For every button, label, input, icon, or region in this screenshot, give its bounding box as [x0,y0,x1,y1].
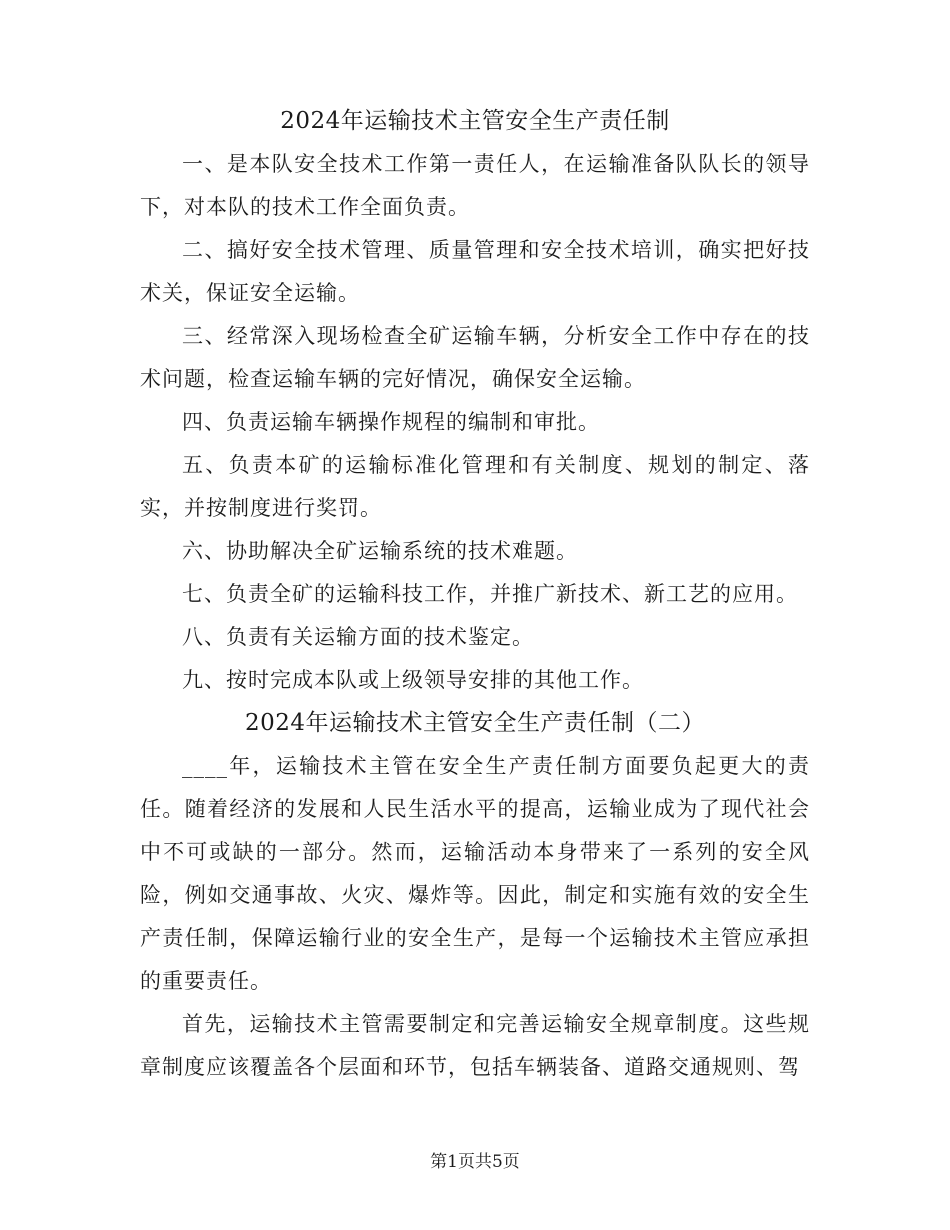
page-number-footer: 第1页共5页 [430,1152,520,1172]
document-body [140,100,810,1089]
responsibility-item-6: 六、协助解决全矿运输系统的技术难题。 [182,539,578,563]
responsibility-item-8: 八、负责有关运输方面的技术鉴定。 [182,625,534,649]
responsibility-item-4: 四、负责运输车辆操作规程的编制和审批。 [182,410,600,434]
document-title: 2024年运输技术主管安全生产责任制 [280,108,670,134]
responsibility-item-2: 二、搞好安全技术管理、质量管理和安全技术培训，确实把好技术关，保证安全运输。 [140,238,810,305]
section-two-paragraph-1: ____年，运输技术主管在安全生产责任制方面要负起更大的责任。随着经济的发展和人民生活水平的提高，运输业成为了现代社会中不可或缺的一部分。然而，运输活动本身带来了一系列的安全风险，例如交通事故、火灾、爆炸等。因此，制定和实施有效的安全生产责任制，保障运输行业的安全生产，是每一个运输技术主管应承担的重要责任。 [140,754,810,993]
responsibility-item-7: 七、负责全矿的运输科技工作，并推广新技术、新工艺的应用。 [182,582,798,606]
responsibility-item-5: 五、负责本矿的运输标准化管理和有关制度、规划的制定、落实，并按制度进行奖罚。 [140,453,810,520]
section-two-paragraph-2: 首先，运输技术主管需要制定和完善运输安全规章制度。这些规章制度应该覆盖各个层面和环节，包括车辆装备、道路交通规则、驾 [140,1012,810,1079]
responsibility-item-1: 一、是本队安全技术工作第一责任人，在运输准备队队长的领导下，对本队的技术工作全面负责。 [140,152,810,219]
responsibility-item-9: 九、按时完成本队或上级领导安排的其他工作。 [182,668,644,692]
responsibility-item-3: 三、经常深入现场检查全矿运输车辆，分析安全工作中存在的技术问题，检查运输车辆的完好情况，确保安全运输。 [140,324,810,391]
section-two-title: 2024年运输技术主管安全生产责任制（二） [244,710,706,736]
